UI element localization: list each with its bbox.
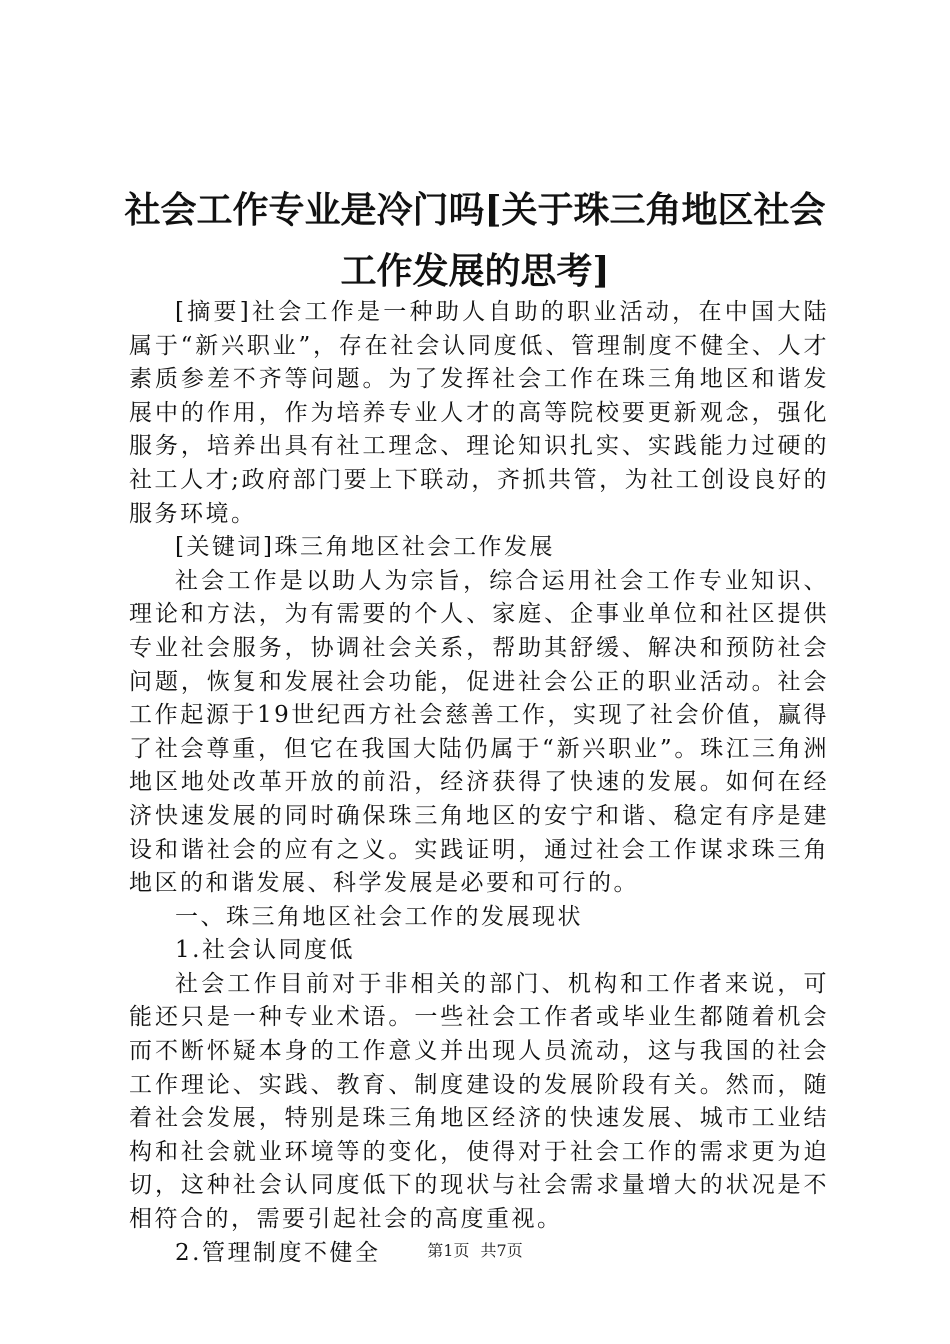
page-footer	[0, 1241, 950, 1261]
body-paragraph: 社会工作目前对于非相关的部门、机构和工作者来说，可能还只是一种专业术语。一些社会工作者或毕业生都随着机会而不断怀疑本身的工作意义并出现人员流动，这与我国的社会工作理论、实践、教育、制度建设的发展阶段有关。然而，随着社会发展，特别是珠三角地区经济的快速发展、城市工业结构和社会就业环境等的变化，使得对于社会工作的需求更为迫切，这种社会认同度低下的现状与社会需求量增大的状况是不相符合的，需要引起社会的高度重视。	[129, 970, 829, 1233]
section-heading: 一、珠三角地区社会工作的发展现状	[175, 903, 583, 930]
total-page-count: 共7页	[480, 1241, 523, 1260]
intro-paragraph: 社会工作是以助人为宗旨，综合运用社会工作专业知识、理论和方法，为有需要的个人、家庭、企事业单位和社区提供专业社会服务，协调社会关系，帮助其舒缓、解决和预防社会问题，恢复和发展社会功能，促进社会公正的职业活动。社会工作起源于19世纪西方社会慈善工作，实现了社会价值，赢得了社会尊重，但它在我国大陆仍属于“新兴职业”。珠江三角洲地区地处改革开放的前沿，经济获得了快速的发展。如何在经济快速发展的同时确保珠三角地区的安宁和谐、稳定有序是建设和谐社会的应有之义。实践证明，通过社会工作谋求珠三角地区的和谐发展、科学发展是必要和可行的。	[129, 567, 829, 897]
abstract-paragraph: [摘要]社会工作是一种助人自助的职业活动，在中国大陆属于“新兴职业”，存在社会认同度低、管理制度不健全、人才素质参差不齐等问题。为了发挥社会工作在珠三角地区和谐发展中的作用，作为培养专业人才的高等院校要更新观念，强化服务，培养出具有社工理念、理论知识扎实、实践能力过硬的社工人才;政府部门要上下联动，齐抓共管，为社工创设良好的服务环境。	[129, 299, 829, 527]
document-body	[129, 296, 829, 1270]
subsection-heading: 1.社会认同度低	[175, 937, 355, 964]
current-page-number: 第1页	[427, 1241, 470, 1260]
document-title: 社会工作专业是冷门吗[关于珠三角地区社会工作发展的思考]	[124, 189, 826, 292]
subsection-heading: 2.管理制度不健全	[175, 1239, 381, 1266]
keywords-paragraph: [关键词]珠三角地区社会工作发展	[175, 534, 555, 561]
